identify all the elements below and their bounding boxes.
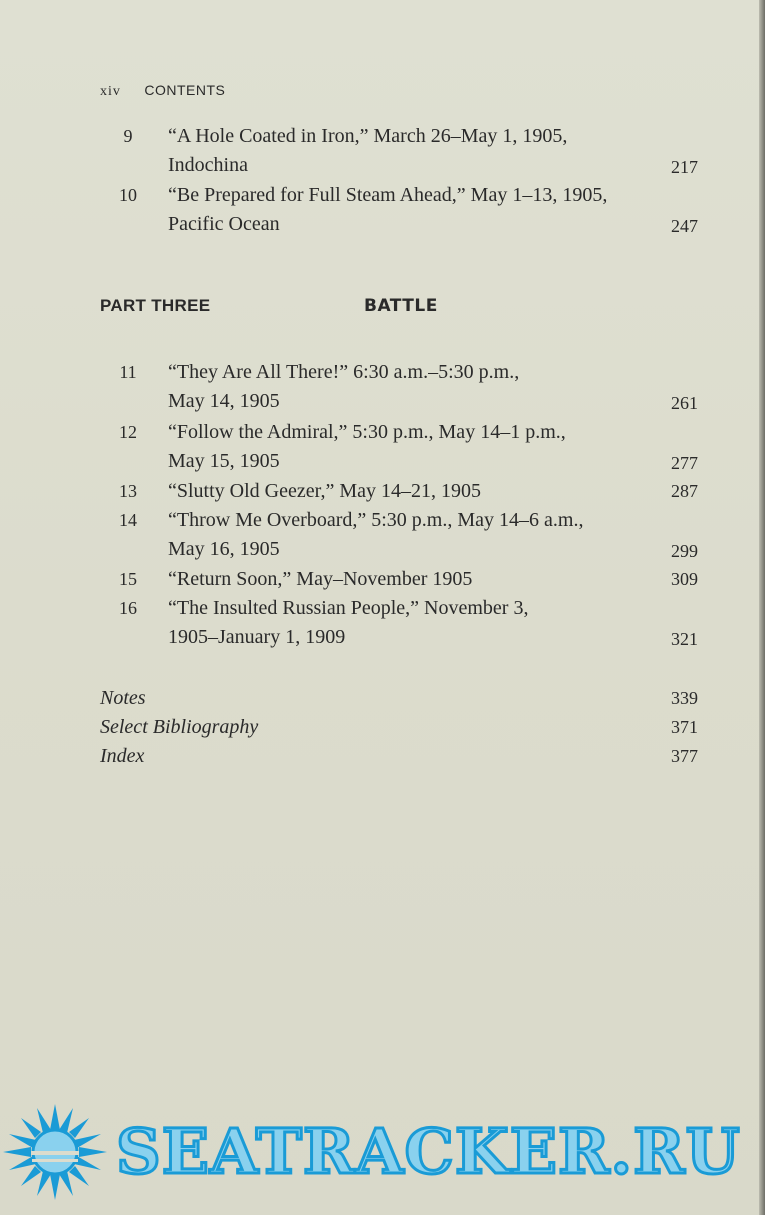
- chapter-number: 9: [123, 126, 133, 146]
- chapter-title: [168, 181, 638, 239]
- back-matter-label: Index: [100, 745, 145, 767]
- chapter-title: [168, 594, 638, 652]
- chapter-title-line2: Pacific Ocean: [168, 213, 280, 235]
- chapter-page: 299: [671, 541, 698, 561]
- chapter-title-line2: May 14, 1905: [168, 390, 280, 412]
- back-matter-page: 371: [671, 717, 698, 737]
- chapter-title: [168, 358, 638, 416]
- chapter-title-line1: “Throw Me Overboard,” 5:30 p.m., May 14–6 a.m.,: [168, 509, 584, 531]
- chapter-title: [168, 506, 638, 564]
- chapter-title: [168, 418, 638, 476]
- chapter-number: 16: [119, 598, 137, 618]
- chapter-page: 217: [671, 157, 698, 177]
- chapter-title: [168, 122, 638, 180]
- chapter-number: 15: [119, 569, 137, 589]
- header-title: CONTENTS: [144, 82, 226, 98]
- chapter-title-line1: “Be Prepared for Full Steam Ahead,” May 1–13, 1905,: [168, 184, 608, 206]
- chapter-page: 321: [671, 629, 698, 649]
- chapter-number: 12: [119, 422, 137, 442]
- watermark-text: SEATRACKER.RU: [116, 1115, 741, 1188]
- chapter-title-line1: “A Hole Coated in Iron,” March 26–May 1, 1905,: [168, 125, 568, 147]
- chapter-page: 277: [671, 453, 698, 473]
- header-page-number: xiv: [100, 84, 121, 99]
- chapter-page: 247: [671, 216, 698, 236]
- chapter-title-line2: May 15, 1905: [168, 450, 280, 472]
- chapter-title: [168, 477, 638, 506]
- back-matter-page: 377: [671, 746, 698, 766]
- back-matter-page: 339: [671, 688, 698, 708]
- chapter-page: 261: [671, 393, 698, 413]
- chapter-page: 287: [671, 481, 698, 501]
- chapter-number: 14: [119, 510, 137, 530]
- chapter-title: [168, 565, 638, 594]
- chapter-title-line1: “The Insulted Russian People,” November 3,: [168, 597, 529, 619]
- chapter-number: 10: [119, 185, 137, 205]
- page-edge-shadow: [759, 0, 765, 1215]
- chapter-title-line2: Indochina: [168, 154, 248, 176]
- chapter-number: 13: [119, 481, 137, 501]
- part-title: BATTLE: [364, 296, 438, 316]
- running-header: [100, 82, 225, 100]
- part-label: PART THREE: [100, 296, 211, 315]
- chapter-title-line2: 1905–January 1, 1909: [168, 626, 346, 648]
- chapter-title-line1: “They Are All There!” 6:30 a.m.–5:30 p.m.,: [168, 361, 520, 383]
- back-matter-label: Notes: [100, 687, 146, 709]
- chapter-title-line2: May 16, 1905: [168, 538, 280, 560]
- chapter-title-line1: “Return Soon,” May–November 1905: [168, 568, 473, 590]
- chapter-number: 11: [119, 362, 137, 382]
- chapter-page: 309: [671, 569, 698, 589]
- chapter-title-line1: “Follow the Admiral,” 5:30 p.m., May 14–1 p.m.,: [168, 421, 566, 443]
- chapter-title-line1: “Slutty Old Geezer,” May 14–21, 1905: [168, 480, 482, 502]
- back-matter-label: Select Bibliography: [100, 716, 259, 738]
